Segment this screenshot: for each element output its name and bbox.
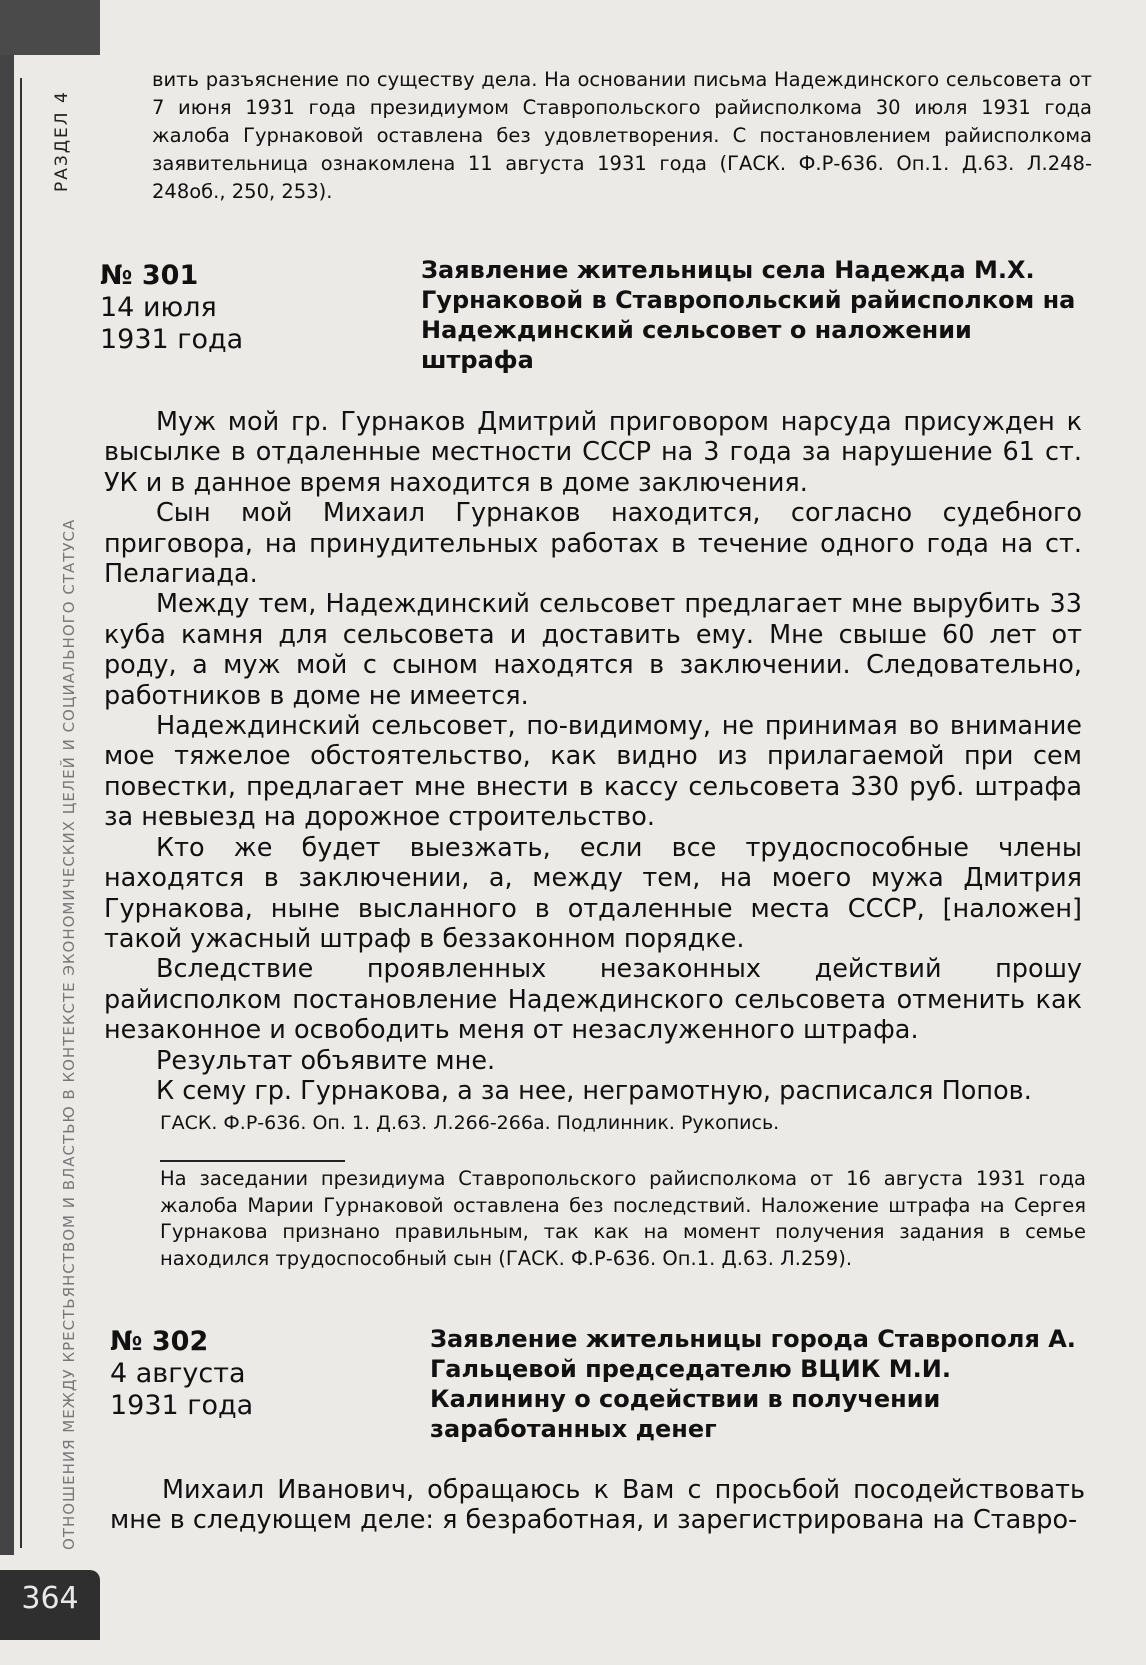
- footnote-rule: [160, 1160, 345, 1162]
- paragraph: Между тем, Надеждинский сельсовет предлагает мне вырубить 33 куба камня для сельсовета и доставить ему. Мне свыше 60 лет от роду, а муж мой с сыном находятся в заключении. Следовательно, работников в доме не имеется.: [104, 589, 1082, 711]
- intro-note-text: вить разъяснение по существу дела. На основании письма Надеждинского сельсовета от 7 июня 1931 года президиумом Ставропольского райисполкома 30 июля 1931 года жалоба Гурнаковой оставлена без удовлетворения. С постановлением райисполкома заявительница ознакомлена 11 августа 1931 года (ГАСК. Ф.Р-636. Оп.1. Д.63. Л.248-248об., 250, 253).: [152, 68, 1092, 203]
- running-title: ОТНОШЕНИЯ МЕЖДУ КРЕСТЬЯНСТВОМ И ВЛАСТЬЮ В КОНТЕКСТЕ ЭКОНОМИЧЕСКИХ ЦЕЛЕЙ И СОЦИАЛЬНОГО СТАТУСА: [60, 518, 78, 1550]
- footnote-text: На заседании президиума Ставропольского райисполкома от 16 августа 1931 года жалоба Марии Гурнаковой оставлена без последствий. Наложение штрафа на Сергея Гурнакова признано правильным, так как на момент получения задания в семье находился трудоспособный сын (ГАСК. Ф.Р-636. Оп.1. Д.63. Л.259).: [160, 1167, 1086, 1270]
- doc-301-footnote: [160, 1166, 1086, 1272]
- doc-301-title: Заявление жительницы села Надежда М.Х. Гурнаковой в Ставропольский райисполком на Надеждинский сельсовет о наложении штрафа: [421, 256, 1076, 374]
- doc-302-body: [110, 1475, 1085, 1536]
- paragraph: Кто же будет выезжать, если все трудоспособные члены находятся в заключении, а, между тем, на моего мужа Дмитрия Гурнакова, ныне высланного в отдаленные места СССР, [наложен] такой ужасный штраф в беззаконном порядке.: [104, 832, 1082, 954]
- margin-line: [20, 78, 22, 1548]
- doc-302-date-line1: 4 августа: [110, 1358, 246, 1389]
- doc-301-date-line2: 1931 года: [100, 324, 244, 355]
- margin-bar: [0, 55, 14, 1555]
- corner-tab: [0, 0, 100, 55]
- paragraph: Надеждинский сельсовет, по-видимому, не принимая во внимание мое тяжелое обстоятельство, как видно из прилагаемой при сем повестки, предлагает мне внести в кассу сельсовета 330 руб. штрафа за невыезд на дорожное строительство.: [104, 711, 1082, 833]
- doc-302-date-line2: 1931 года: [110, 1390, 254, 1421]
- doc-301-source: ГАСК. Ф.Р-636. Оп. 1. Д.63. Л.266-266а. Подлинник. Рукопись.: [160, 1112, 780, 1134]
- page-number: 364: [21, 1581, 79, 1616]
- paragraph: К сему гр. Гурнакова, а за нее, неграмотную, расписался Попов.: [156, 1075, 1032, 1106]
- doc-301-number: № 301: [100, 260, 199, 291]
- paragraph: Муж мой гр. Гурнаков Дмитрий приговором нарсуда присужден к высылке в отдаленные местности СССР на 3 года за нарушение 61 ст. УК и в данное время находится в доме заключения.: [104, 407, 1082, 498]
- intro-note: [152, 66, 1092, 206]
- doc-301-date-line1: 14 июля: [100, 292, 217, 323]
- paragraph: Михаил Иванович, обращаюсь к Вам с просьбой посодействовать мне в следующем деле: я безработная, и зарегистрирована на Ставро-: [110, 1475, 1085, 1536]
- doc-301-body: [104, 407, 1082, 1106]
- paragraph: Результат объявите мне.: [156, 1045, 496, 1076]
- doc-302-number: № 302: [110, 1326, 209, 1357]
- doc-302-title: Заявление жительницы города Ставрополя А. Гальцевой председателю ВЦИК М.И. Калинину о содействии в получении заработанных денег: [430, 1325, 1076, 1443]
- paragraph: Вследствие проявленных незаконных действий прошу райисполком постановление Надеждинского сельсовета отменить как незаконное и освободить меня от незаслуженного штрафа.: [104, 954, 1082, 1046]
- paragraph: Сын мой Михаил Гурнаков находится, согласно судебного приговора, на принудительных работах в течение одного года на ст. Пелагиада.: [104, 498, 1082, 590]
- section-label: РАЗДЕЛ 4: [52, 90, 72, 192]
